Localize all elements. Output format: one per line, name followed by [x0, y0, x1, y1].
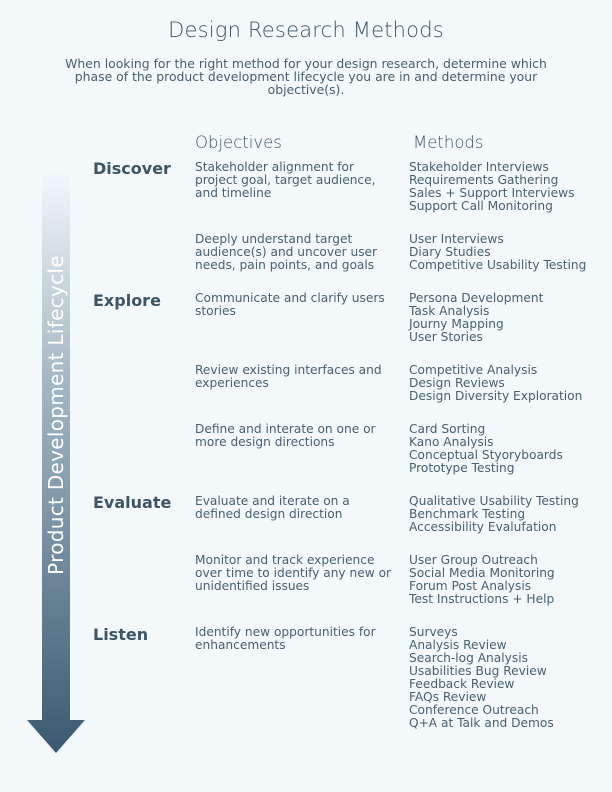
methods-list: [409, 495, 609, 534]
method-item: Requirements Gathering: [409, 173, 559, 187]
method-item: FAQs Review: [409, 690, 487, 704]
objective-text: Communicate and clarify users stories: [195, 291, 385, 318]
methods-list: [409, 364, 609, 403]
page-title: Design Research Methods: [168, 18, 444, 42]
method-item: Usabilities Bug Review: [409, 664, 547, 678]
phase-evaluate: Evaluate: [93, 493, 172, 512]
method-item: Design Reviews: [409, 376, 505, 390]
method-item: User Group Outreach: [409, 553, 538, 567]
phase-listen: Listen: [93, 625, 149, 644]
method-item: User Stories: [409, 330, 483, 344]
method-item: Persona Development: [409, 291, 544, 305]
methods-list: [409, 233, 609, 272]
method-item: Design Diversity Exploration: [409, 389, 583, 403]
method-item: Q+A at Talk and Demos: [409, 716, 554, 730]
method-item: Benchmark Testing: [409, 507, 526, 521]
method-item: Qualitative Usability Testing: [409, 494, 579, 508]
methods-list: [409, 161, 609, 213]
method-item: Analysis Review: [409, 638, 507, 652]
method-item: Kano Analysis: [409, 435, 494, 449]
objective-text: Define and interate on one or more design directions: [195, 422, 376, 449]
method-item: Task Analysis: [409, 304, 490, 318]
objective-text: Deeply understand target audience(s) and uncover user needs, pain points, and goals: [195, 232, 378, 272]
method-item: Sales + Support Interviews: [409, 186, 575, 200]
objective-text: Evaluate and iterate on a defined design direction: [195, 494, 350, 521]
method-item: Conceptual Styoryboards: [409, 448, 563, 462]
methods-list: [409, 292, 609, 344]
method-item: Conference Outreach: [409, 703, 539, 717]
method-item: Card Sorting: [409, 422, 486, 436]
method-item: Competitive Analysis: [409, 363, 538, 377]
phase-explore: Explore: [93, 291, 161, 310]
method-item: Stakeholder Interviews: [409, 160, 549, 174]
method-item: Competitive Usability Testing: [409, 258, 587, 272]
objective-text: Stakeholder alignment for project goal, target audience, and timeline: [195, 160, 376, 200]
method-item: Journy Mapping: [409, 317, 504, 331]
phase-discover: Discover: [93, 159, 171, 178]
objectives-header: Objectives: [195, 133, 282, 152]
method-item: Prototype Testing: [409, 461, 515, 475]
objective-text: Identify new opportunities for enhancements: [195, 625, 376, 652]
method-item: Forum Post Analysis: [409, 579, 532, 593]
methods-list: [409, 626, 609, 730]
method-item: Surveys: [409, 625, 458, 639]
method-item: Social Media Monitoring: [409, 566, 555, 580]
method-item: Search-log Analysis: [409, 651, 528, 665]
intro-text: When looking for the right method for your design research, determine which phase of the product development lifecycle you are in and determine your objective(s).: [65, 56, 547, 97]
objective-text: Monitor and track experience over time to identify any new or unidentified issues: [195, 553, 392, 593]
method-item: Support Call Monitoring: [409, 199, 553, 213]
method-item: User Interviews: [409, 232, 504, 246]
methods-list: [409, 423, 609, 475]
method-item: Feedback Review: [409, 677, 515, 691]
methods-header: Methods: [413, 133, 484, 152]
objective-text: Review existing interfaces and experiences: [195, 363, 382, 390]
methods-list: [409, 554, 609, 606]
method-item: Accessibility Evalufation: [409, 520, 557, 534]
method-item: Diary Studies: [409, 245, 491, 259]
lifecycle-label: Product Development Lifecycle: [44, 255, 68, 575]
method-item: Test Instructions + Help: [409, 592, 555, 606]
